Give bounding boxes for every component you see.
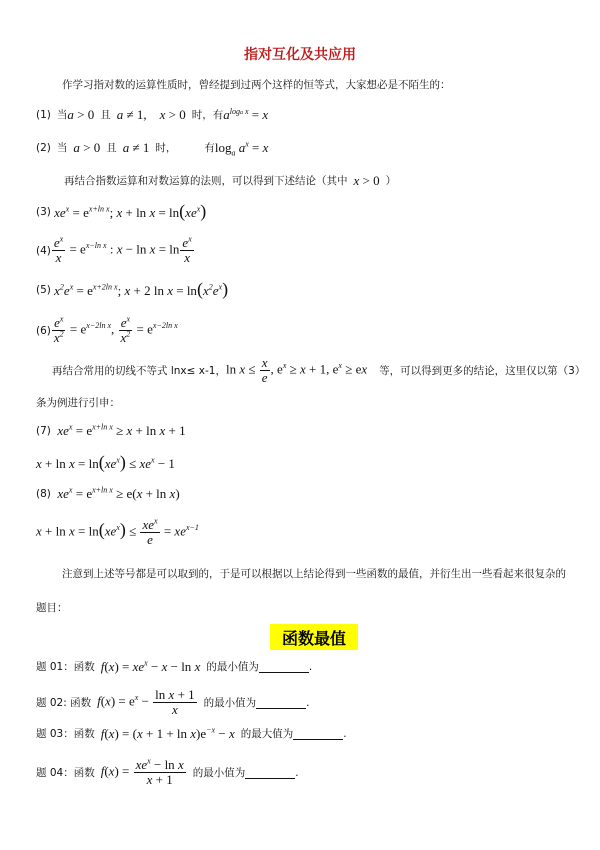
problem-02-suffix: 的最小值为	[203, 696, 257, 709]
problem-03-suffix: 的最大值为	[240, 728, 294, 740]
answer-blank-03[interactable]	[293, 728, 343, 740]
identity-1-then: 时，有	[191, 109, 224, 121]
problem-04: 题 04：函数 f(x) = $\frac{xe^x - \ln x}{x + 1}$ 的最小值为 .	[36, 756, 299, 787]
identity-2-have: 有	[204, 142, 215, 154]
problem-04-label: 题 04：函数	[36, 766, 95, 779]
intro-text: 作学习指对数的运算性质时，曾经提到过两个这样的恒等式，大家想必是不陌生的：	[62, 79, 451, 91]
problem-01-label: 题 01：函数	[36, 661, 95, 673]
problem-03: 题 03：函数 $f(x) = (x + 1 + \ln x)e^{-x} - x$ 的最大值为 .	[36, 725, 347, 741]
identity-6: (6) $\frac{e^x}{x^2}$ = $e^{x-2ln x}$, $\frac{e^x}{x^2}$ = $e^{x-2ln x}$	[36, 314, 178, 345]
identity-1: (1) 当 a > 0 且 a ≠ 1, x > 0 时，有 $a^{loga x} = x$	[36, 106, 269, 122]
identity-4-label: (4)	[36, 244, 51, 257]
inequality-7b: $x + \ln x = \ln(xe^x) \le xe^x - 1$	[36, 452, 175, 472]
para-3-start: 再结合常用的切线不等式 lnx≤ x-1，	[52, 364, 226, 377]
identity-2-when: 当	[56, 142, 68, 154]
identity-2-then: 时，	[155, 142, 177, 154]
answer-blank-01[interactable]	[259, 661, 309, 673]
inequality-8-label: (8)	[36, 488, 51, 500]
page-title: 指对互化及共应用	[244, 47, 356, 63]
identity-1-and: 且	[100, 109, 111, 121]
answer-blank-04[interactable]	[245, 767, 295, 779]
identity-1-when: 当	[56, 109, 68, 121]
identity-5: (5) $x^2e^x = e^{x+2ln x}$; x + 2 $\ln x = \ln(x^2e^x)$	[36, 279, 229, 299]
identity-2: (2) 当 a > 0 且 a ≠ 1 时， 有 $\log_a a^x = x$	[36, 139, 269, 158]
inequality-7-label: (7)	[36, 425, 51, 437]
identity-3: (3) $xe^x = e^{x+ln x}$; $x + \ln x = \ln(xe^x)$	[36, 201, 207, 221]
identity-2-label: (2)	[36, 142, 51, 154]
identity-3-label: (3)	[36, 206, 51, 218]
para-4-line-2: 题目：	[36, 602, 68, 614]
identity-5-label: (5)	[36, 284, 51, 296]
inequality-8: (8) $xe^x = e^{x+ln x} \ge e(x + \ln x)$	[36, 485, 180, 501]
identity-6-label: (6)	[36, 324, 51, 337]
problem-04-suffix: 的最小值为	[192, 766, 246, 779]
identity-1-label: (1)	[36, 109, 51, 121]
problem-02-label: 题 02: 函数	[36, 696, 92, 709]
para-2: 再结合指数运算和对数运算的法则，可以得到下述结论（其中 x > 0 ）	[64, 173, 397, 188]
identity-4: (4) $\frac{e^x}{x}$ = $e^{x-ln x}$ : x − ln x = ln $\frac{e^x}{x}$	[36, 234, 192, 265]
para-3-line-2: 条为例进行引申：	[36, 397, 120, 409]
problem-02: 题 02: 函数 $f(x) = e^x$ − $\frac{\text{ln x + 1}}{x}$ 的最小值为 .	[36, 687, 310, 717]
inequality-8b: $x + \ln x = \ln(xe^x)$ ≤ $\frac{xe^x}{e}$ = $xe^{x-1}$	[36, 516, 199, 547]
problem-01: 题 01：函数 $f(x) = xe^x - x - \ln x$ 的最小值为 .	[36, 658, 313, 674]
para-3: 再结合常用的切线不等式 lnx≤ x-1， ln x ≤ $\frac{x}{e}$ , $e^x \ge x + 1$, $e^x$ ≥ ex 等，可以得到更多的结论，这里仅以第（3）	[52, 355, 586, 385]
para-2-end: ）	[385, 175, 397, 187]
para-4: 注意到上述等号都是可以取到的，于是可以根据以上结论得到一些函数的最值，并衍生出一些看起来很复杂的	[62, 568, 566, 580]
inequality-7: (7) $xe^x = e^{x+ln x} \ge x + \ln x + 1$	[36, 422, 186, 438]
answer-blank-02[interactable]	[256, 697, 306, 709]
identity-2-and: 且	[106, 142, 117, 154]
problem-01-suffix: 的最小值为	[206, 661, 259, 673]
para-2-text: 再结合指数运算和对数运算的法则，可以得到下述结论（其中	[64, 175, 348, 187]
problem-03-label: 题 03：函数	[36, 728, 95, 740]
para-3-end: 等，可以得到更多的结论，这里仅以第（3）	[379, 364, 586, 377]
section-title: 函数最值	[270, 624, 358, 650]
